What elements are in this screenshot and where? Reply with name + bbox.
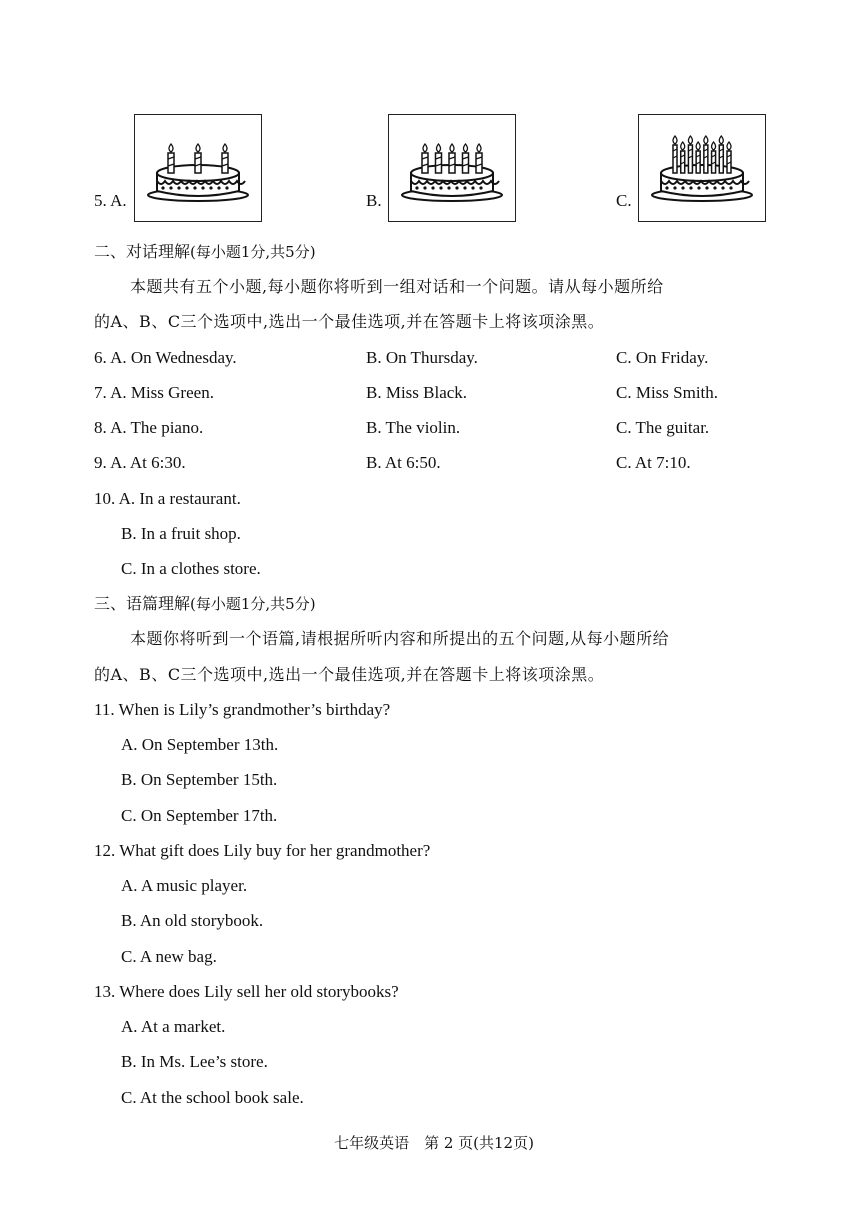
q13-question: 13. Where does Lily sell her old storybooks? bbox=[94, 982, 399, 1001]
q11-option-b[interactable]: B. On September 15th. bbox=[121, 770, 278, 789]
cake-icon bbox=[639, 115, 765, 221]
q5-label: 5. A. bbox=[94, 191, 127, 210]
section2-instructions-line1: 本题共有五个小题,每小题你将听到一组对话和一个问题。请从每小题所给 bbox=[130, 277, 664, 296]
q10-option-c[interactable]: C. In a clothes store. bbox=[121, 559, 261, 578]
q7-option-b[interactable]: B. Miss Black. bbox=[366, 383, 468, 402]
q13-option-a[interactable]: A. At a market. bbox=[121, 1017, 226, 1036]
q12-option-b[interactable]: B. An old storybook. bbox=[121, 911, 264, 930]
q9-option-b[interactable]: B. At 6:50. bbox=[366, 453, 441, 472]
q5-option-c-label: C. bbox=[616, 191, 632, 210]
cake-icon bbox=[135, 115, 261, 221]
q13-option-b[interactable]: B. In Ms. Lee’s store. bbox=[121, 1052, 268, 1071]
q7-option-c[interactable]: C. Miss Smith. bbox=[616, 383, 719, 402]
q11-option-c[interactable]: C. On September 17th. bbox=[121, 806, 278, 825]
q9-number-and-option-a: 9. A. At 6:30. bbox=[94, 453, 186, 472]
q8-number-and-option-a: 8. A. The piano. bbox=[94, 418, 204, 437]
page-footer: 七年级英语 第 2 页(共12页) bbox=[334, 1134, 534, 1152]
q9-option-c[interactable]: C. At 7:10. bbox=[616, 453, 691, 472]
cake-icon bbox=[389, 115, 515, 221]
q6-option-c[interactable]: C. On Friday. bbox=[616, 348, 709, 367]
q8-option-b[interactable]: B. The violin. bbox=[366, 418, 461, 437]
q5-option-b-picture[interactable] bbox=[388, 114, 516, 222]
section3-instructions-line2: 的A、B、C三个选项中,选出一个最佳选项,并在答题卡上将该项涂黑。 bbox=[94, 665, 605, 684]
q12-option-c[interactable]: C. A new bag. bbox=[121, 947, 217, 966]
q7-number-and-option-a: 7. A. Miss Green. bbox=[94, 383, 214, 402]
q6-option-b[interactable]: B. On Thursday. bbox=[366, 348, 478, 367]
q5-option-b-label: B. bbox=[366, 191, 382, 210]
section2-instructions-line2: 的A、B、C三个选项中,选出一个最佳选项,并在答题卡上将该项涂黑。 bbox=[94, 312, 605, 331]
q8-option-c[interactable]: C. The guitar. bbox=[616, 418, 710, 437]
q11-option-a[interactable]: A. On September 13th. bbox=[121, 735, 279, 754]
q12-option-a[interactable]: A. A music player. bbox=[121, 876, 248, 895]
section3-instructions-line1: 本题你将听到一个语篇,请根据所听内容和所提出的五个问题,从每小题所给 bbox=[130, 629, 670, 648]
q10-option-b[interactable]: B. In a fruit shop. bbox=[121, 524, 241, 543]
section2-heading: 二、对话理解(每小题1分,共5分) bbox=[94, 242, 316, 261]
q10-number-and-option-a: 10. A. In a restaurant. bbox=[94, 489, 241, 508]
q6-number-and-option-a: 6. A. On Wednesday. bbox=[94, 348, 237, 367]
q11-question: 11. When is Lily’s grandmother’s birthday? bbox=[94, 700, 391, 719]
section3-heading: 三、语篇理解(每小题1分,共5分) bbox=[94, 594, 316, 613]
q5-option-a-picture[interactable] bbox=[134, 114, 262, 222]
q12-question: 12. What gift does Lily buy for her grandmother? bbox=[94, 841, 431, 860]
q5-option-c-picture[interactable] bbox=[638, 114, 766, 222]
q13-option-c[interactable]: C. At the school book sale. bbox=[121, 1088, 304, 1107]
